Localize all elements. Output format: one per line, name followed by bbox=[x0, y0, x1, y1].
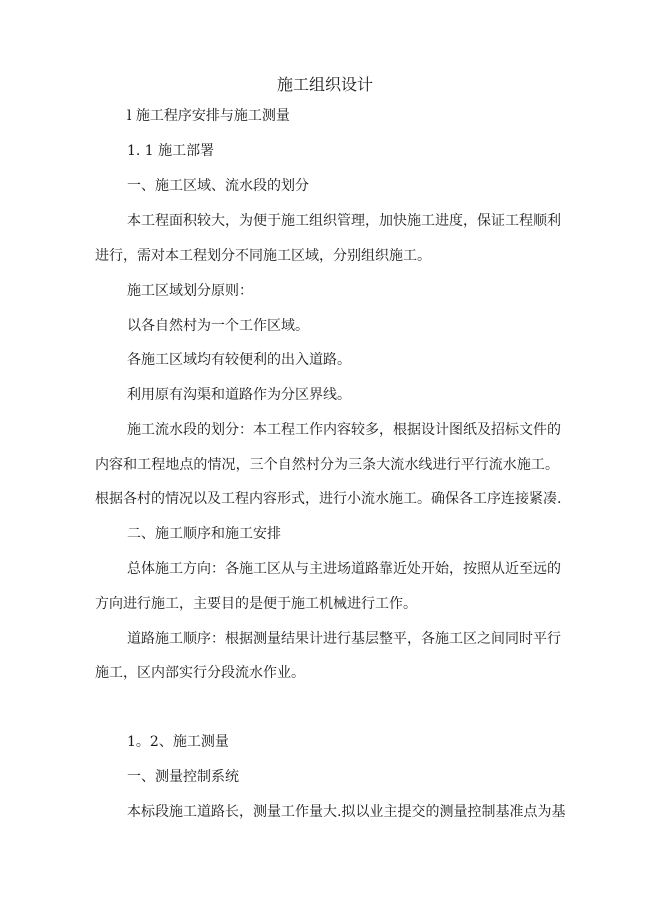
paragraph-line: 进行，需对本工程划分不同施工区域，分别组织施工。 bbox=[95, 248, 431, 264]
paragraph-line: 方向进行施工，主要目的是便于施工机械进行工作。 bbox=[95, 596, 417, 612]
clause-heading: 一、测量控制系统 bbox=[127, 769, 239, 785]
paragraph-line: 内容和工程地点的情况，三个自然村分为三条大流水线进行平行流水施工。 bbox=[95, 457, 559, 473]
paragraph-line: 各施工区域均有较便利的出入道路。 bbox=[127, 352, 351, 368]
paragraph-line: 本工程面积较大，为便于施工组织管理，加快施工进度，保证工程顺利 bbox=[127, 213, 561, 229]
subsection-heading: 1。2、施工测量 bbox=[127, 734, 229, 750]
paragraph-line: 施工区域划分原则： bbox=[127, 283, 253, 299]
paragraph-line: 利用原有沟渠和道路作为分区界线。 bbox=[127, 387, 351, 403]
paragraph-line: 施工流水段的划分：本工程工作内容较多，根据设计图纸及招标文件的 bbox=[127, 422, 561, 438]
paragraph-line: 道路施工顺序：根据测量结果计进行基层整平，各施工区之间同时平行 bbox=[127, 631, 561, 647]
paragraph-line: 以各自然村为一个工作区域。 bbox=[127, 318, 309, 334]
paragraph-line: 本标段施工道路长，测量工作量大.拟以业主提交的测量控制基准点为基 bbox=[127, 804, 566, 820]
clause-heading: 一、施工区域、流水段的划分 bbox=[127, 178, 309, 194]
paragraph-line: 根据各村的情况以及工程内容形式，进行小流水施工。确保各工序连接紧凑. bbox=[95, 491, 562, 507]
clause-heading: 二、施工顺序和施工安排 bbox=[127, 526, 281, 542]
section-heading: l 施工程序安排与施工测量 bbox=[127, 108, 290, 124]
paragraph-line: 施工，区内部实行分段流水作业。 bbox=[95, 665, 305, 681]
document-title: 施工组织设计 bbox=[276, 75, 373, 94]
paragraph-line: 总体施工方向：各施工区从与主进场道路靠近处开始，按照从近至远的 bbox=[127, 561, 561, 577]
subsection-heading: 1. 1 施工部署 bbox=[127, 143, 215, 159]
